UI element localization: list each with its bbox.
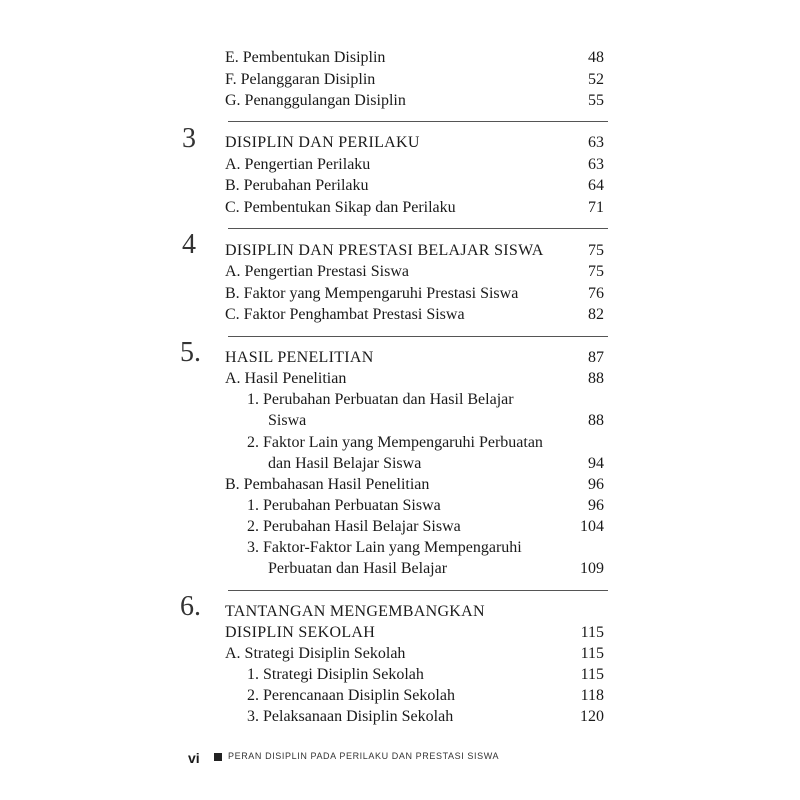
toc-entry-text: B. Perubahan Perilaku (225, 177, 369, 194)
toc-entry-text: G. Penanggulangan Disiplin (225, 92, 406, 109)
footer-bullet-icon (214, 753, 222, 761)
toc-entry-page: 94 (588, 455, 604, 472)
toc-entry-text: E. Pembentukan Disiplin (225, 49, 386, 66)
toc-entry-text: 2. Perencanaan Disiplin Sekolah (247, 687, 455, 704)
chapter-number-3: 3 (182, 123, 196, 154)
toc-entry-text: C. Faktor Penghambat Prestasi Siswa (225, 306, 465, 323)
toc-entry-page: 115 (580, 624, 604, 641)
section-divider (228, 228, 608, 229)
toc-entry-page: 71 (588, 199, 604, 216)
toc-entry-text: B. Pembahasan Hasil Penelitian (225, 476, 430, 493)
toc-entry-text: A. Pengertian Prestasi Siswa (225, 263, 409, 280)
toc-entry-page: 64 (588, 177, 604, 194)
toc-entry-text: 2. Faktor Lain yang Mempengaruhi Perbuatan (247, 434, 543, 451)
toc-entry-page: 52 (588, 71, 604, 88)
toc-entry-text: Perbuatan dan Hasil Belajar (268, 560, 448, 577)
toc-entry-text: Siswa (268, 412, 307, 429)
toc-entry-text: 1. Perubahan Perbuatan Siswa (247, 497, 441, 514)
toc-entry-page: 115 (580, 666, 604, 683)
footer-page-number: vi (188, 750, 200, 766)
toc-entry-page: 75 (588, 242, 604, 259)
chapter-title: TANTANGAN MENGEMBANGKAN (225, 603, 485, 620)
toc-entry-page: 82 (588, 306, 604, 323)
toc-entry-page: 88 (588, 412, 604, 429)
chapter-title-continued: DISIPLIN SEKOLAH (225, 624, 376, 641)
toc-entry-page: 88 (588, 370, 604, 387)
toc-entry-page: 104 (580, 518, 604, 535)
toc-entry-text: dan Hasil Belajar Siswa (268, 455, 422, 472)
toc-entry-page: 115 (580, 645, 604, 662)
chapter-number-4: 4 (182, 229, 196, 260)
toc-entry-page: 63 (588, 134, 604, 151)
chapter-title: HASIL PENELITIAN (225, 349, 374, 366)
toc-entry-page: 118 (580, 687, 604, 704)
footer-book-title: PERAN DISIPLIN PADA PERILAKU DAN PRESTASI SISWA (228, 751, 500, 761)
toc-entry-text: A. Strategi Disiplin Sekolah (225, 645, 406, 662)
toc-entry-text: A. Pengertian Perilaku (225, 156, 371, 173)
chapter-title: DISIPLIN DAN PRESTASI BELAJAR SISWA (225, 242, 544, 259)
toc-entry-page: 96 (588, 476, 604, 493)
toc-entry-page: 48 (588, 49, 604, 66)
toc-entry-page: 96 (588, 497, 604, 514)
toc-entry-text: 3. Faktor-Faktor Lain yang Mempengaruhi (247, 539, 522, 556)
section-divider (228, 121, 608, 122)
toc-entry-page: 120 (580, 708, 604, 725)
chapter-title: DISIPLIN DAN PERILAKU (225, 134, 420, 151)
section-divider (228, 336, 608, 337)
toc-entry-page: 76 (588, 285, 604, 302)
toc-entry-page: 75 (588, 263, 604, 280)
toc-entry-page: 55 (588, 92, 604, 109)
toc-entry-page: 87 (588, 349, 604, 366)
toc-entry-text: 1. Perubahan Perbuatan dan Hasil Belajar (247, 391, 514, 408)
toc-entry-page: 63 (588, 156, 604, 173)
chapter-number-6: 6. (180, 591, 201, 622)
toc-entry-text: 1. Strategi Disiplin Sekolah (247, 666, 424, 683)
chapter-number-5: 5. (180, 337, 201, 368)
toc-entry-text: 3. Pelaksanaan Disiplin Sekolah (247, 708, 454, 725)
toc-entry-text: A. Hasil Penelitian (225, 370, 347, 387)
section-divider (228, 590, 608, 591)
toc-entry-text: B. Faktor yang Mempengaruhi Prestasi Siswa (225, 285, 519, 302)
toc-entry-text: 2. Perubahan Hasil Belajar Siswa (247, 518, 461, 535)
toc-entry-page: 109 (580, 560, 604, 577)
toc-entry-text: F. Pelanggaran Disiplin (225, 71, 376, 88)
toc-entry-text: C. Pembentukan Sikap dan Perilaku (225, 199, 456, 216)
